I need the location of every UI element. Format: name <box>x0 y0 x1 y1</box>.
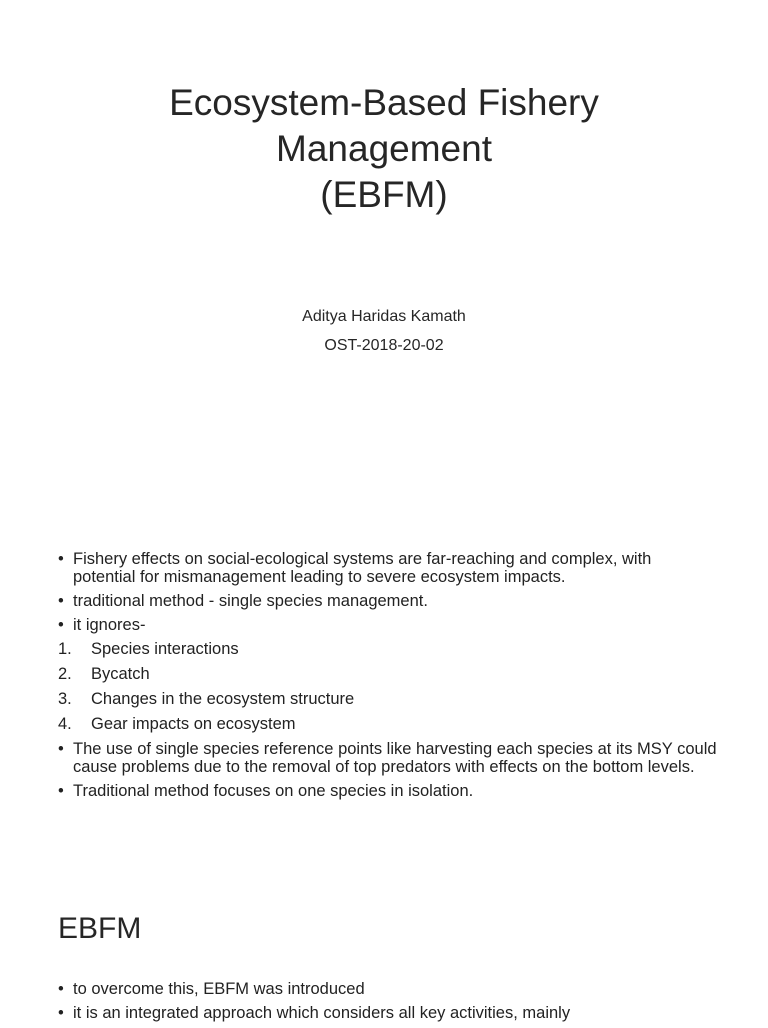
bullet-list <box>58 980 718 1028</box>
bullet-marker: • <box>58 592 64 610</box>
list-item <box>58 550 718 586</box>
content-slide <box>0 522 768 870</box>
list-item-text: Species interactions <box>91 640 239 658</box>
list-item <box>58 740 718 776</box>
list-item-text: Fishery effects on social-ecological systems are far-reaching and complex, with potential for mismanagement leading to severe ecosystem impacts. <box>73 550 652 586</box>
title-line: Management <box>276 128 492 169</box>
list-item-text: The use of single species reference points like harvesting each species at its MSY could cause problems due to the removal of top predators with effects on the bottom levels. <box>73 740 717 776</box>
numbered-item <box>58 715 718 734</box>
list-item-text: Gear impacts on ecosystem <box>91 715 296 733</box>
bullet-marker: • <box>58 1004 64 1022</box>
list-item <box>58 616 718 634</box>
title-line: Ecosystem-Based Fishery <box>169 82 599 123</box>
bullet-marker: • <box>58 550 64 568</box>
numbered-item <box>58 665 718 684</box>
bullet-marker: • <box>58 740 64 758</box>
slide-title: EBFM <box>58 912 142 945</box>
number-marker: 1. <box>58 640 72 658</box>
list-item-text: Traditional method focuses on one species in isolation. <box>73 782 474 800</box>
numbered-item <box>58 640 718 659</box>
list-item <box>58 1004 718 1022</box>
bullet-marker: • <box>58 782 64 800</box>
number-marker: 4. <box>58 715 72 733</box>
bullet-marker: • <box>58 616 64 634</box>
ebfm-slide <box>0 870 768 1024</box>
title-line: (EBFM) <box>320 174 448 215</box>
list-item-text: it ignores- <box>73 616 146 634</box>
numbered-item <box>58 690 718 709</box>
presentation-title <box>0 80 768 218</box>
list-item <box>58 782 718 800</box>
bullet-list <box>58 550 718 806</box>
list-item-text: it is an integrated approach which considers all key activities, mainly <box>73 1004 571 1022</box>
author-name: Aditya Haridas Kamath <box>302 308 466 325</box>
list-item-text: to overcome this, EBFM was introduced <box>73 980 365 998</box>
number-marker: 3. <box>58 690 72 708</box>
list-item-text: traditional method - single species management. <box>73 592 428 610</box>
list-item-text: Bycatch <box>91 665 150 683</box>
list-item-text: Changes in the ecosystem structure <box>91 690 355 708</box>
list-item <box>58 980 718 998</box>
bullet-marker: • <box>58 980 64 998</box>
student-code: OST-2018-20-02 <box>324 337 444 354</box>
list-item <box>58 592 718 610</box>
number-marker: 2. <box>58 665 72 683</box>
subtitle <box>0 302 768 360</box>
